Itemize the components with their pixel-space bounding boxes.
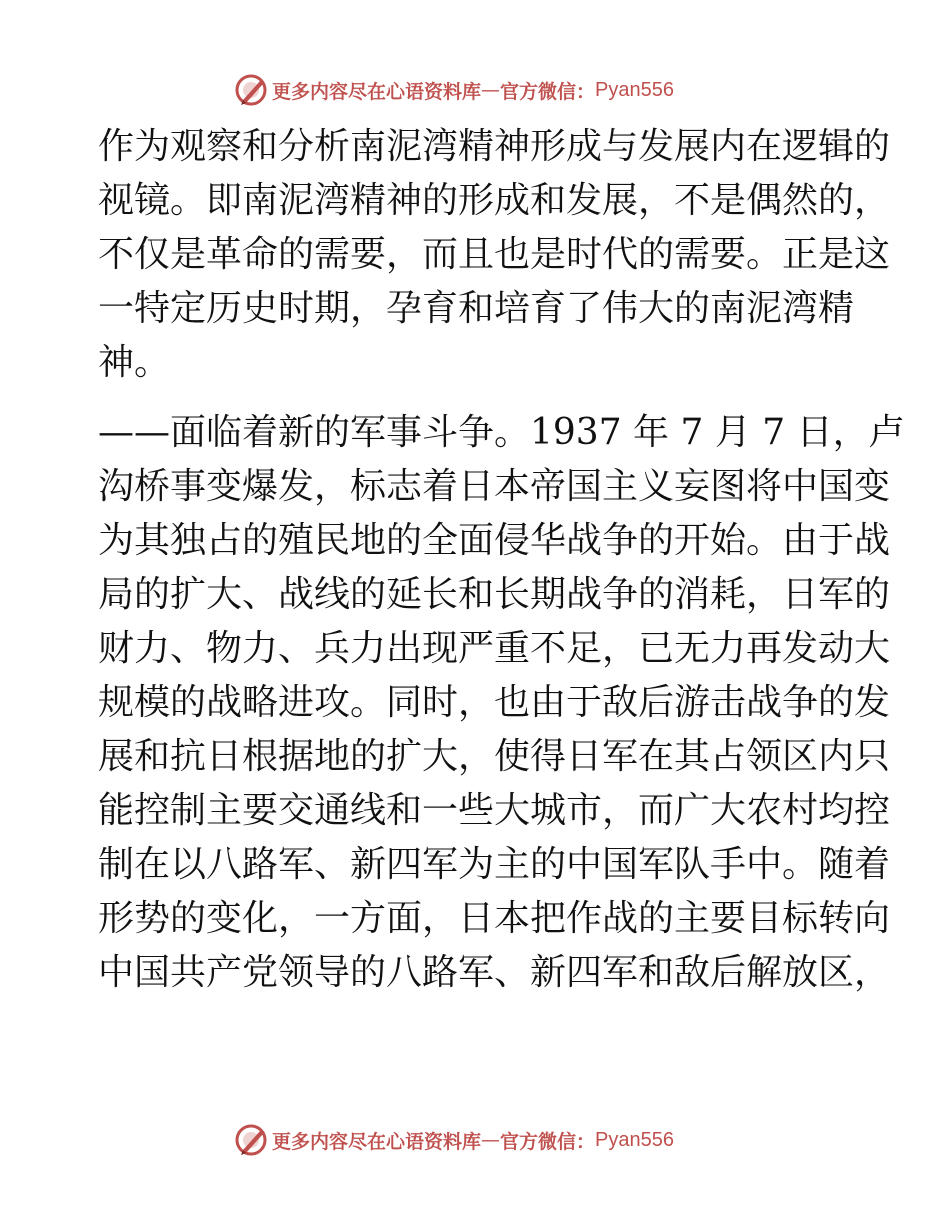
text-line: 财力、物力、兵力出现严重不足，已无力再发动大 xyxy=(98,628,891,669)
text-line: 神。 xyxy=(98,342,171,383)
banner-wechat-handle: Pyan556 xyxy=(595,78,674,101)
text-line: 不仅是革命的需要，而且也是时代的需要。正是这 xyxy=(98,234,891,275)
text-line: 为其独占的殖民地的全面侵华战争的开始。由于战 xyxy=(98,520,891,561)
text-line: 沟桥事变爆发，标志着日本帝国主义妄图将中国变 xyxy=(98,466,891,507)
header-banner-inner xyxy=(234,70,674,110)
banner-official-label: 官方微信： xyxy=(500,1130,596,1153)
banner-promo-text: 更多内容尽在心语资料库 xyxy=(272,80,482,103)
paragraph-1 xyxy=(98,120,891,390)
paragraph-gap xyxy=(98,390,858,406)
text-line: 形势的变化，一方面，日本把作战的主要目标转向 xyxy=(98,898,891,939)
paragraph-2 xyxy=(98,406,905,1000)
text-line: 局的扩大、战线的延长和长期战争的消耗，日军的 xyxy=(98,574,891,615)
footer-banner-inner xyxy=(234,1120,674,1160)
text-line: ——面临着新的军事斗争。1937 年 7 月 7 日，卢 xyxy=(98,412,905,453)
header-watermark-banner xyxy=(0,70,950,110)
text-line: 一特定历史时期，孕育和培育了伟大的南泥湾精 xyxy=(98,288,855,329)
text-line: 中国共产党领导的八路军、新四军和敌后解放区， xyxy=(98,952,891,993)
text-line: 展和抗日根据地的扩大，使得日军在其占领区内只 xyxy=(98,736,891,777)
banner-official-label: 官方微信： xyxy=(500,80,596,103)
red-circle-pen-logo-icon xyxy=(234,1123,268,1157)
text-line: 制在以八路军、新四军为主的中国军队手中。随着 xyxy=(98,844,891,885)
text-line: 规模的战略进攻。同时，也由于敌后游击战争的发 xyxy=(98,682,891,723)
document-body xyxy=(98,120,905,1000)
footer-watermark-banner xyxy=(0,1120,950,1160)
banner-promo-text: 更多内容尽在心语资料库 xyxy=(272,1130,482,1153)
text-line: 能控制主要交通线和一些大城市，而广大农村均控 xyxy=(98,790,891,831)
red-circle-pen-logo-icon xyxy=(234,73,268,107)
banner-wechat-handle: Pyan556 xyxy=(595,1128,674,1151)
text-line: 视镜。即南泥湾精神的形成和发展，不是偶然的， xyxy=(98,180,891,221)
banner-separator: — xyxy=(481,79,501,101)
text-line: 作为观察和分析南泥湾精神形成与发展内在逻辑的 xyxy=(98,126,891,167)
banner-separator: — xyxy=(481,1129,501,1151)
